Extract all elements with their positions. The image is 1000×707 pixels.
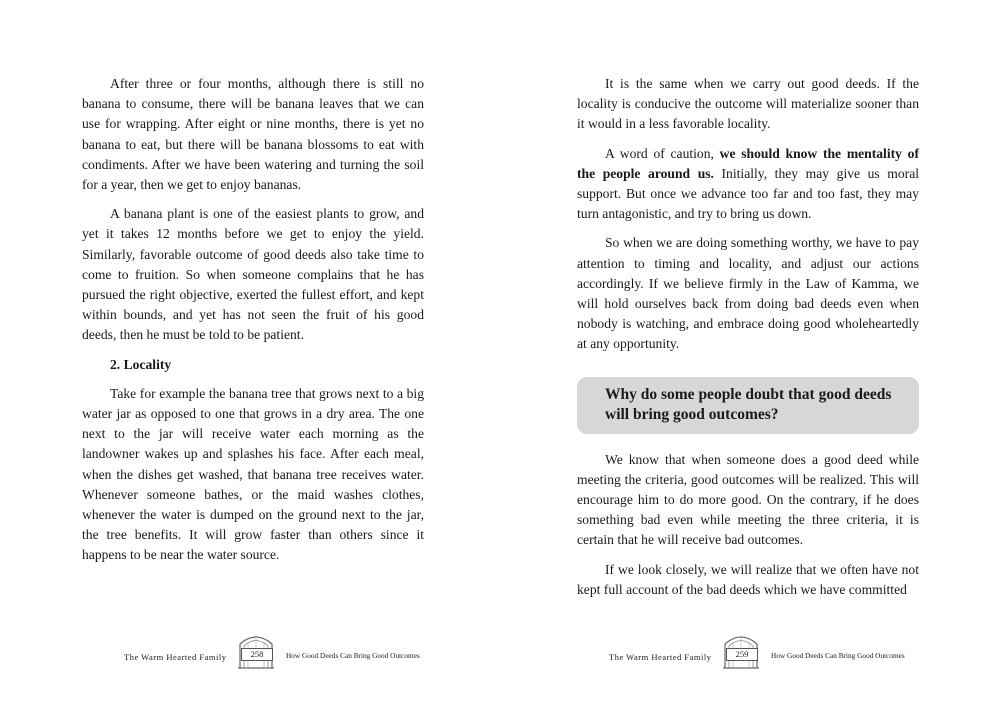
paragraph: After three or four months, although there is still no banana to consume, there will be banana leaves that we can use for wrapping. After eight or nine months, there is yet no banana to eat, but there will be banana blossoms to eat with condiments. After we have been watering and turning the soil for a year, then we get to enjoy bananas.	[82, 76, 424, 193]
paragraph: So when we are doing something worthy, we have to pay attention to timing and locality, and adjust our actions accordingly. If we believe firmly in the Law of Kamma, we will hold ourselves back from doing bad deeds even when nobody is watching, and embrace doing good wholeheartedly at any opportunity.	[577, 235, 919, 352]
left-page-body	[82, 74, 424, 575]
callout-box	[577, 377, 919, 434]
chapter-title: How Good Deeds Can Bring Good Outcomes	[286, 651, 420, 660]
page-number: 259	[726, 648, 758, 661]
paragraph	[577, 144, 919, 225]
paragraph: Take for example the banana tree that grows next to a big water jar as opposed to one that grows in a dry area. The one next to the jar will receive water each morning as the landowner wakes up and splashes his face. After each meal, when the dishes get washed, that banana tree receives water. Whenever someone bathes, or the maid washes clothes, whenever the water is dumped on the ground next to the jar, the tree benefits. It will grow faster than others since it happens to be near the water source.	[82, 385, 424, 563]
right-page	[500, 0, 1000, 707]
section-heading: 2. Locality	[110, 356, 172, 372]
paragraph: A banana plant is one of the easiest plants to grow, and yet it takes 12 months before we get to enjoy the yield. Similarly, favorable outcome of good deeds also take time to come to fruition. So when someone complains that he has pursued the right objective, exerted the fullest effort, and kept within bounds, and yet has not seen the fruit of his good deeds, then he must be told to be patient.	[82, 206, 424, 343]
bold-emphasis: we should know the mentality of the people around us.	[577, 145, 919, 181]
page-number: 258	[241, 648, 273, 661]
right-page-body	[577, 74, 919, 609]
paragraph: It is the same when we carry out good deeds. If the locality is conducive the outcome will materialize sooner than it would in a less favorable locality.	[577, 76, 919, 132]
paragraph: If we look closely, we will realize that we often have not kept full account of the bad deeds which we have committed	[577, 561, 919, 597]
paragraph: We know that when someone does a good deed while meeting the criteria, good outcomes will be realized. This will encourage him to do more good. On the contrary, if he does something bad even while meeting the three criteria, it is certain that he will receive bad outcomes.	[577, 451, 919, 548]
chapter-title: How Good Deeds Can Bring Good Outcomes	[771, 651, 905, 660]
paragraph-text: Initially, they may give us moral support. But once we advance too far and too fast, they may turn antagonistic, and try to bring us down.	[577, 165, 920, 222]
callout-heading: Why do some people doubt that good deeds will bring good outcomes?	[605, 385, 892, 423]
page-footer	[120, 628, 460, 672]
book-title: The Warm Hearted Family	[609, 652, 712, 662]
paragraph-text: A word of caution,	[605, 145, 720, 161]
page-footer	[605, 628, 945, 672]
book-title: The Warm Hearted Family	[124, 652, 227, 662]
